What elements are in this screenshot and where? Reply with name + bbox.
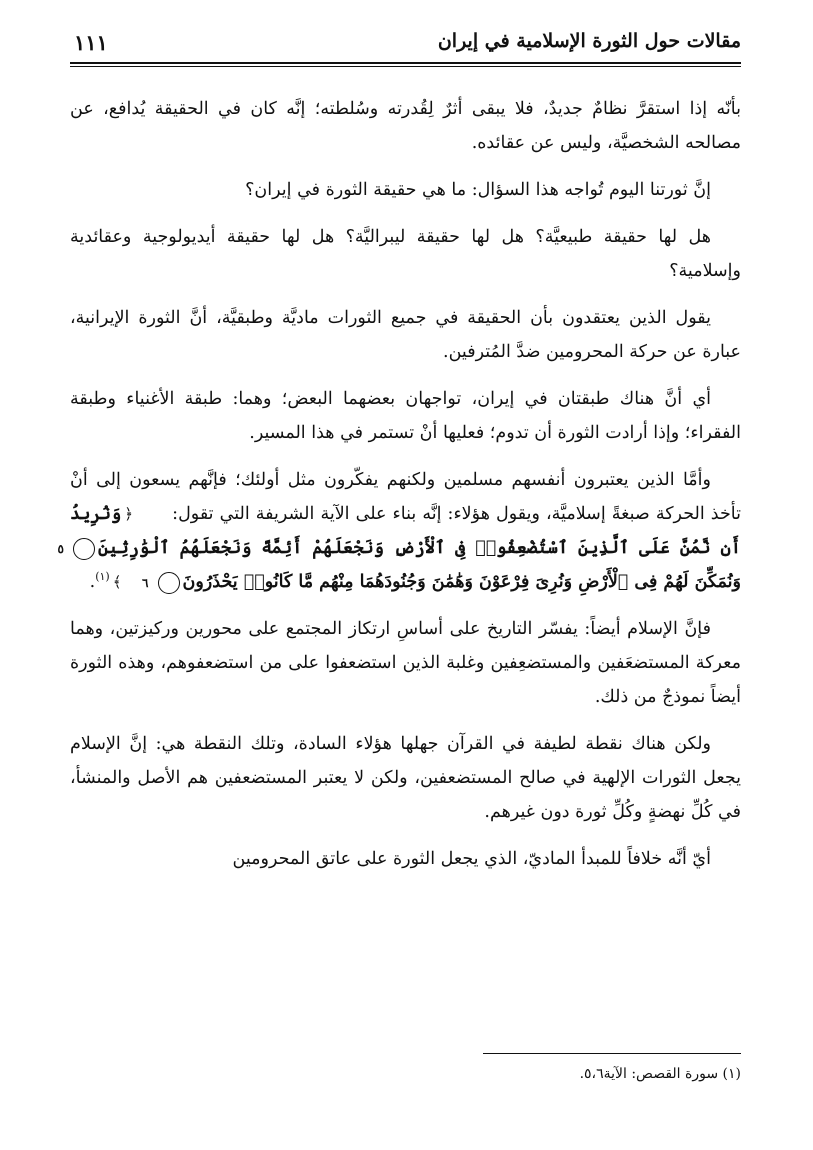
- ornate-bracket-close: ﴾: [112, 573, 122, 591]
- footnote: (١) سورة القصص: الآية٥،٦.: [579, 1066, 741, 1082]
- paragraph-5: أي أنَّ هناك طبقتان في إيران، تواجهان بعضهما البعض؛ وهما: طبقة الأغنياء وطبقة الفقراء؛ وإذا أرادت الثورة أن تدوم؛ فعليها أنْ تستمر في هذا المسير.: [70, 389, 741, 443]
- running-header: [70, 30, 741, 60]
- book-page: [57, 0, 741, 1150]
- paragraph-4: يقول الذين يعتقدون بأن الحقيقة في جميع الثورات ماديَّة وطبقيَّة، أنَّ الثورة الإيرانية، عبارة عن حركة المحرومين ضدَّ المُترفين.: [70, 308, 741, 362]
- ornate-bracket-open: ﴿: [124, 505, 134, 523]
- footnote-reference: (١): [95, 570, 110, 584]
- paragraph-2: إنَّ ثورتنا اليوم تُواجه هذا السؤال: ما هي حقيقة الثورة في إيران؟: [245, 180, 711, 200]
- quran-verse-part-1: وَنُرِيدُ أَن نَّمُنَّ عَلَى ٱلَّذِينَ ٱسْتُضْعِفُوا۟ فِى ٱلْأَرْضِ وَنَجْعَلَهُمْ أَئِمَّةً وَنَجْعَلَهُمُ ٱلْوَٰرِثِينَ: [70, 504, 741, 558]
- ayah-number-6: ٦: [158, 572, 180, 594]
- quran-verse-part-2: وَنُمَكِّنَ لَهُمْ فِى ٱلْأَرْضِ وَنُرِىَ فِرْعَوْنَ وَهَٰمَٰنَ وَجُنُودَهُمَا مِنْهُم مَّا كَانُوا۟ يَحْذَرُونَ: [182, 572, 741, 592]
- paragraph-quran-quote: [57, 463, 741, 599]
- paragraph-8: ولكن هناك نقطة لطيفة في القرآن جهلها هؤلاء السادة، وتلك النقطة هي: إنَّ الإسلام يجعل الثورات الإلهية في صالح المستضعفين، ولكن لا يعتبر المستضعفين هم الأصل والمنشأ، في كُلِّ نهضةٍ وكُلِّ ثورة دون غيرهم.: [70, 734, 741, 822]
- paragraph-9: أيّ أنَّه خلافاً للمبدأ الماديّ، الذي يجعل الثورة على عاتق المحرومين: [232, 849, 711, 869]
- paragraph-3: هل لها حقيقة طبيعيَّة؟ هل لها حقيقة ليبراليَّة؟ هل لها حقيقة أيديولوجية وعقائدية وإسلامية؟: [70, 227, 741, 281]
- paragraph-7: فإنَّ الإسلام أيضاً: يفسّر التاريخ على أساسِ ارتكاز المجتمع على محورين وركيزتين، وهما معركة المستضعَفين والمستضعِفين وغلبة الذين استضعفوا على من استضعفوهم، وهذه الثورة أيضاً نموذجٌ من ذلك.: [70, 619, 741, 707]
- page-number: ١١١: [74, 30, 108, 55]
- header-rule-thin: [70, 66, 741, 67]
- body-text: [57, 92, 741, 889]
- quote-intro: وأمَّا الذين يعتبرون أنفسهم مسلمين ولكنهم يفكّرون مثل أولئك؛ فإنَّهم يسعون إلى أنْ تأخذ الحركة صبغةً إسلاميَّة، ويقول هؤلاء: إنَّه بناء على الآية الشريفة التي تقول:: [70, 470, 741, 524]
- footnote-rule: [483, 1053, 741, 1054]
- quote-tail: .: [89, 572, 96, 592]
- header-rule: [70, 62, 741, 64]
- ayah-number-5: ٥: [73, 538, 95, 560]
- paragraph-1: بأنّه إذا استقرَّ نظامٌ جديدٌ، فلا يبقى أثرٌ لِقُدرته وسُلطته؛ إنَّه كان في الحقيقة يُدافع، عن مصالحه الشخصيَّة، وليس عن عقائده.: [70, 99, 741, 153]
- running-title: مقالات حول الثورة الإسلامية في إيران: [437, 30, 741, 52]
